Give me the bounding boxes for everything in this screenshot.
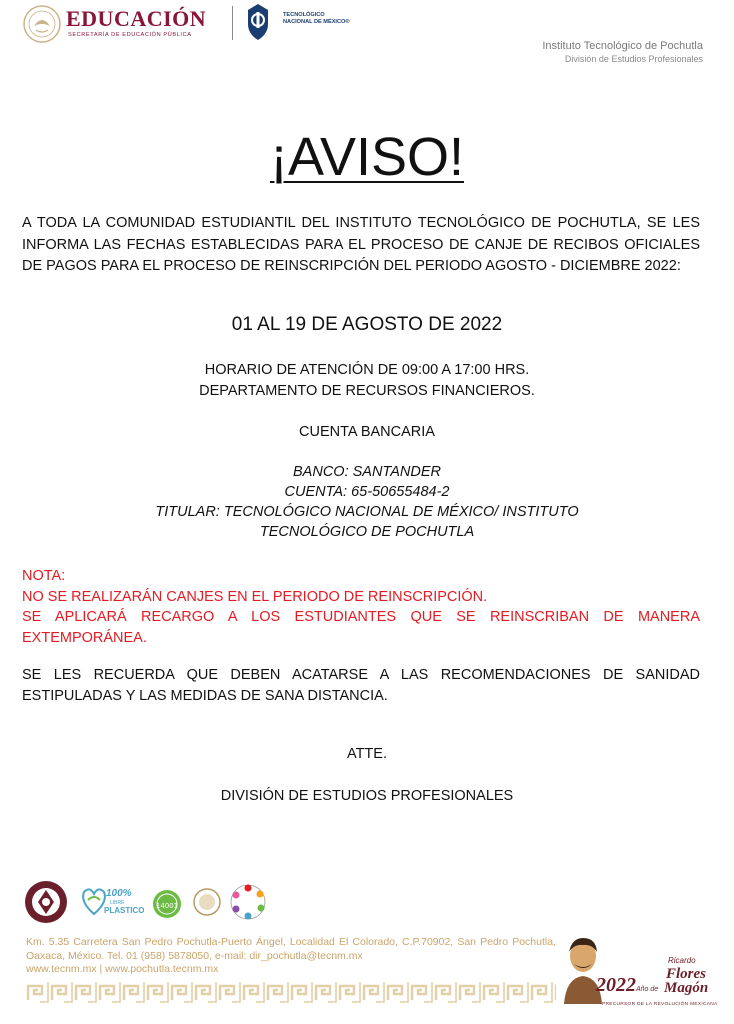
bank-name: BANCO: SANTANDER — [293, 464, 441, 480]
account-holder-line2: TECNOLÓGICO DE POCHUTLA — [259, 524, 475, 540]
institute-division: División de Estudios Profesionales — [564, 54, 703, 64]
badge-name-ricardo: Ricardo — [668, 956, 696, 965]
equality-circle-icon — [228, 880, 268, 924]
sep-logo — [22, 4, 222, 44]
signature-division: DIVISIÓN DE ESTUDIOS PROFESIONALES — [220, 788, 514, 804]
iso-14001-icon — [150, 880, 184, 924]
header-divider — [232, 6, 233, 40]
footer-address: Km. 5.35 Carretera San Pedro Pochutla-Puerto Ángel, Localidad El Colorado, C.P.70902, San Pedro Pochutla, Oaxaca, México. Tel. 01 (958) 5878050, e-mail: dir_pochutla@tecnm.mx — [26, 936, 556, 962]
badge-name-flores: Flores — [666, 966, 707, 982]
sep-wordmark: EDUCACIÓN — [66, 6, 207, 31]
bank-details — [0, 462, 734, 542]
institute-name: Instituto Tecnológico de Pochutla — [542, 40, 703, 52]
plastic-free-logo: 100% LIBRE PLASTICO — [80, 880, 142, 924]
dates-heading: 01 AL 19 DE AGOSTO DE 2022 — [231, 314, 503, 335]
badge-anio: Año de — [636, 986, 659, 993]
eagle-emblem-icon — [22, 4, 62, 44]
note-line2: SE APLICARÁ RECARGO A LOS ESTUDIANTES QUE SE REINSCRIBAN DE MANERA EXTEMPORÁNEA. — [22, 609, 700, 646]
note-line1: NO SE REALIZARÁN CANJES EN EL PERIODO DE REINSCRIPCIÓN. — [22, 588, 488, 605]
page-title: ¡AVISO! — [269, 127, 465, 187]
schedule-block — [0, 360, 734, 402]
decorative-pattern — [26, 980, 556, 1004]
badge-motto: PRECURSOR DE LA REVOLUCIÓN MEXICANA — [602, 1002, 718, 1007]
account-number: CUENTA: 65-50655484-2 — [284, 484, 450, 500]
sep-subtitle: SECRETARÍA DE EDUCACIÓN PÚBLICA — [68, 32, 192, 38]
account-holder-line1: TITULAR: TECNOLÓGICO NACIONAL DE MÉXICO/ INSTITUTO — [155, 504, 579, 520]
bank-account-heading: CUENTA BANCARIA — [299, 424, 435, 440]
tecnm-wordmark: TECNOLÓGICO NACIONAL DE MÉXICO® — [283, 12, 350, 25]
schedule-hours: HORARIO DE ATENCIÓN DE 09:00 A 17:00 HRS. — [204, 362, 530, 378]
badge-name-magon: Magón — [664, 980, 709, 996]
footer-web-links: www.tecnm.mx | www.pochutla.tecnm.mx — [26, 963, 219, 975]
certification-seal-icon — [192, 880, 222, 924]
badge-year: 2022 — [596, 974, 636, 996]
schedule-department: DEPARTAMENTO DE RECURSOS FINANCIEROS. — [199, 383, 535, 399]
note-block — [22, 566, 700, 648]
closing-atte: ATTE. — [346, 746, 387, 762]
intro-paragraph: A TODA LA COMUNIDAD ESTUDIANTIL DEL INSTITUTO TECNOLÓGICO DE POCHUTLA, SE LES INFORMA LAS FECHAS ESTABLECIDAS PARA EL PROCESO DE CANJE DE RECIBOS OFICIALES DE PAGOS PARA EL PROCESO DE REINSCRIPCIÓN DEL PERIODO AGOSTO - DICIEMBRE 2022: — [22, 215, 700, 274]
flores-magon-badge — [560, 934, 718, 1014]
iso-label: 14001 — [155, 902, 179, 910]
reminder-paragraph: SE LES RECUERDA QUE DEBEN ACATARSE A LAS RECOMENDACIONES DE SANIDAD ESTIPULADAS Y LAS MEDIDAS DE SANA DISTANCIA. — [22, 667, 700, 704]
footer-logos — [24, 880, 269, 926]
tecnm-logo-icon — [244, 2, 272, 42]
note-label: NOTA: — [22, 568, 66, 584]
institute-seal-icon — [24, 880, 68, 924]
